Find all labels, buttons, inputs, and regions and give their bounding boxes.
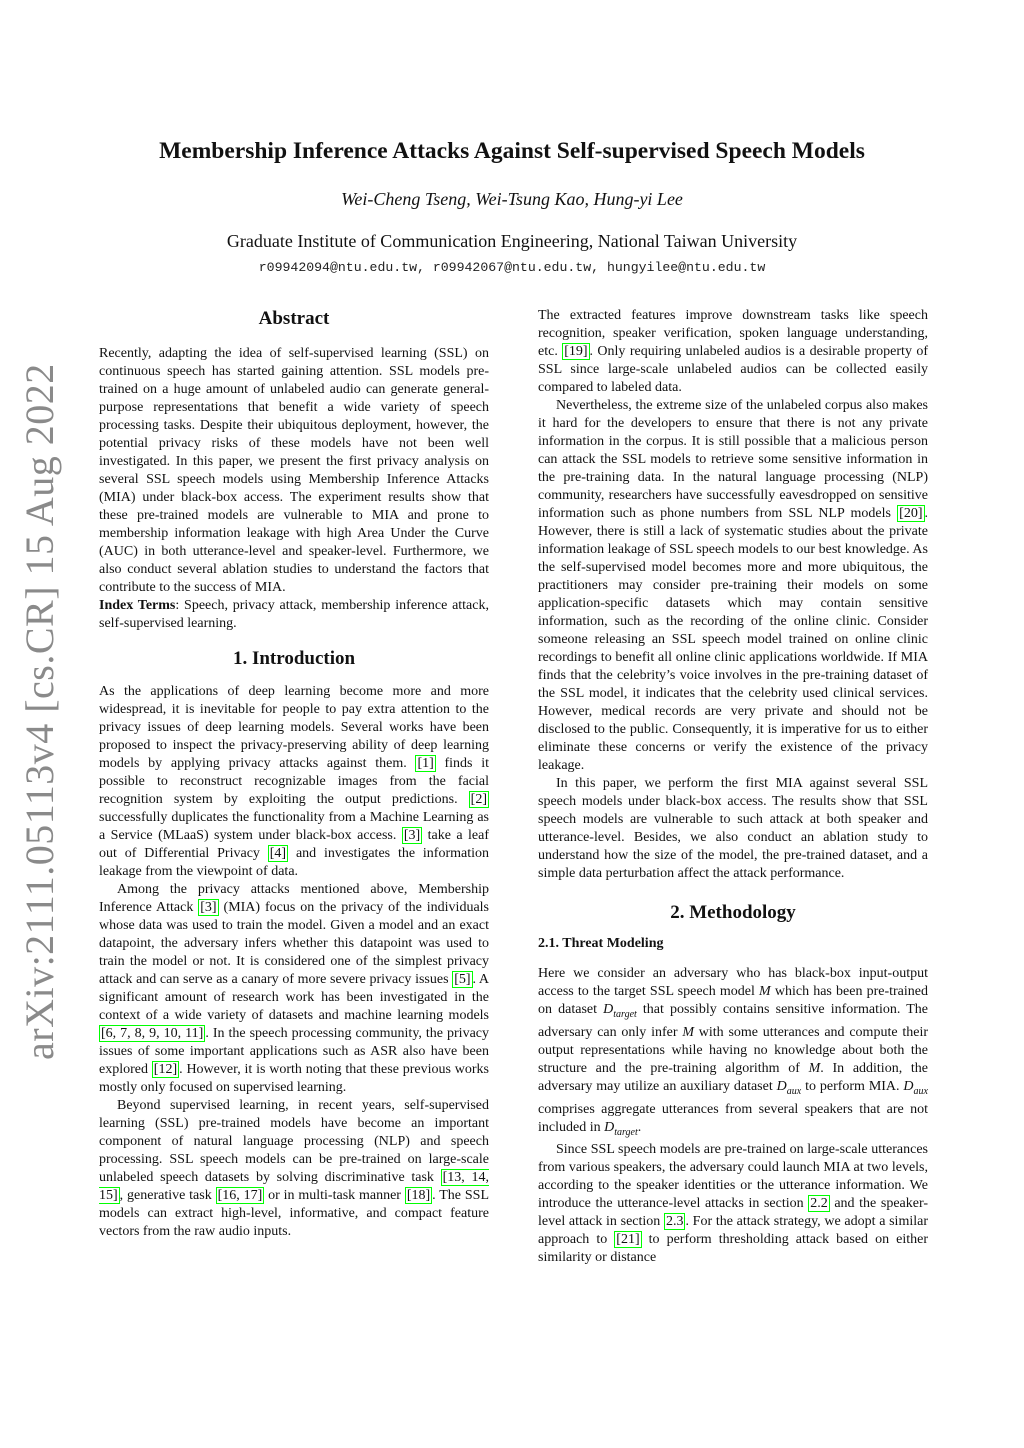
citation-link[interactable]: [16, 17] bbox=[217, 1188, 263, 1203]
method-paragraph-1: Here we consider an adversary who has black-box input-output access to the target SSL speech model M which has been pre-trained on dataset $D_{target}$ that possibly contains sensitive information. The adversary can only infer M with some utterances and compute their output representations while having no knowledge about both the structure and the pre-training algorithm of M. In addition, the adversary may utilize an auxiliary dataset $D_{aux}$ to perform MIA. $D_{aux}$ comprises aggregate utterances from several speakers that are not included in $D_{target}$. bbox=[538, 966, 928, 1138]
abstract-heading: Abstract bbox=[258, 308, 330, 329]
abstract-text: Recently, adapting the idea of self-supervised learning (SSL) on continuous speech has started gaining attention. SSL models pre-trained on a huge amount of unlabeled audio can generate general-purpose representations that benefit a wide variety of speech processing tasks. Despite their ubiquitous deployment, however, the potential privacy risks of these models have not been well investigated. In this paper, we present the first privacy analysis on several SSL speech models using Membership Inference Attacks (MIA) under black-box access. The experiment results show that these pre-trained models are vulnerable to MIA and prone to membership information leakage with high Area Under the Curve (AUC) in both utterance-level and speaker-level. Furthermore, we also conduct several ablation studies to understand the factors that contribute to the success of MIA. bbox=[99, 346, 489, 595]
paper-title: Membership Inference Attacks Against Self-supervised Speech Models bbox=[159, 138, 865, 164]
index-terms-text: : Speech, privacy attack, membership inference attack, self-supervised learning. bbox=[99, 598, 489, 631]
intro-paragraph-4: The extracted features improve downstream tasks like speech recognition, speaker verification, spoken language understanding, etc. [19] . Only requiring unlabeled audios is a desirable property of SSL since large-scale unlabeled audios can be collected easily compared to labeled data. bbox=[538, 308, 928, 395]
math-symbol: M bbox=[808, 1060, 821, 1076]
citation-link[interactable]: [1] bbox=[417, 756, 434, 771]
citation-link[interactable]: [21] bbox=[616, 1232, 640, 1248]
citation-link[interactable]: [20] bbox=[899, 506, 923, 521]
math-symbol: $D_{target}$ bbox=[603, 1002, 637, 1020]
section-link[interactable]: 2.3 bbox=[665, 1214, 684, 1230]
intro-paragraph-5: Nevertheless, the extreme size of the unlabeled corpus also makes it hard for the developers to ensure that there is not any private information in the corpus. It is still possible that a malicious person can attack the SSL models to retrieve some sensitive information in the pre-training data. In the natural language processing (NLP) community, researchers have successfully eavesdropped on sensitive information such as phone numbers from SSL NLP models [20] . However, there is still a lack of systematic studies about the private information leakage of SSL speech models to our best knowledge. As the self-supervised model becomes more and more ubiquitous, the practitioners may consider pre-training their models on some application-specific datasets which may contain sensitive information, such as the recording of the online clinic. Consider someone releasing an SSL speech model trained on online clinic recordings to benefit all online clinic applications worldwide. If MIA finds that the celebrity’s voice involves in the pre-training dataset of the SSL model, it indicates that the celebrity used clinical services. However, medical records are very private and should not be disclosed to the public. Consequently, it is imperative for us to either eliminate these concerns or verify the existence of the privacy leakage. bbox=[538, 398, 928, 773]
intro-paragraph-1: As the applications of deep learning become more and more widespread, it is inevitable for people to pay extra attention to the privacy issues of deep learning models. Several works have been proposed to inspect the privacy-preserving ability of deep learning models by applying privacy attacks against them. [1] finds it possible to reconstruct recognizable images from the facial recognition system by exploiting the output predictions. [2] successfully duplicates the functionality from a Machine Learning as a Service (MLaaS) system under black-box access. [3] take a leaf out of Differential Privacy [4] and investigates the information leakage from the viewpoint of data. bbox=[99, 684, 489, 879]
math-symbol: $D_{aux}$ bbox=[776, 1078, 802, 1097]
right-column bbox=[538, 307, 928, 1267]
intro-paragraph-6: In this paper, we perform the first MIA against several SSL speech models under black-box access. The results show that SSL speech models are vulnerable to such attack at both speaker and utterance-level. Besides, we also conduct an ablation study to understand how the size of the model, the pre-trained dataset, and a simple data perturbation affect the attack performance. bbox=[538, 776, 928, 881]
math-symbol: $D_{aux}$ bbox=[903, 1078, 928, 1097]
arxiv-identifier: arXiv:2111.05113v4 [cs.CR] 15 Aug 2022 bbox=[17, 363, 62, 1060]
intro-paragraph-3: Beyond supervised learning, in recent years, self-supervised learning (SSL) pre-trained models have become an important component of natural language processing (NLP) and speech processing. SSL speech models can be pre-trained on large-scale unlabeled speech datasets by solving discriminative task [13, 14, 15] , generative task [16, 17] or in multi-task manner [18] . The SSL models can extract high-level, informative, and compact feature vectors from the raw audio inputs. bbox=[99, 1098, 489, 1239]
citation-link[interactable]: [6, 7, 8, 9, 10, 11] bbox=[101, 1026, 204, 1041]
intro-paragraph-2: Among the privacy attacks mentioned above, Membership Inference Attack [3] (MIA) focus on the privacy of the individuals whose data was used to train the model. Given a model and an exact datapoint, the adversary infers whether this datapoint was used to train the model or not. It is considered one of the simplest privacy attack and can serve as a canary of more severe privacy issues [5] . A significant amount of research work has been investigated in the context of a wide variety of datasets and machine learning models [6, 7, 8, 9, 10, 11] . In the speech processing community, the privacy issues of some important applications such as ASR also have been explored [12] . However, it is worth noting that these previous works mostly only focused on supervised learning. bbox=[99, 882, 490, 1095]
citation-link[interactable]: [3] bbox=[403, 828, 421, 843]
citation-link[interactable]: [2] bbox=[470, 792, 487, 807]
index-terms-label: Index Terms bbox=[99, 598, 176, 613]
method-paragraph-2: Since SSL speech models are pre-trained on large-scale utterances from various speakers, the adversary could launch MIA at two levels, according to the speaker identities or the utterance information. We introduce the utterance-level attacks in section 2.2 and the speaker-level attack in section 2.3 . For the attack strategy, we adopt a similar approach to [21] to perform thresholding attack based on either similarity or distance bbox=[538, 1142, 929, 1266]
citation-link[interactable]: [19] bbox=[564, 344, 588, 359]
citation-link[interactable]: [18] bbox=[406, 1188, 431, 1203]
methodology-heading: 2. Methodology bbox=[670, 902, 796, 923]
citation-link[interactable]: [3] bbox=[200, 900, 217, 915]
affiliation: Graduate Institute of Communication Engineering, National Taiwan University bbox=[226, 231, 798, 251]
citation-link[interactable]: [13, 14, 15] bbox=[99, 1170, 489, 1203]
citation-link[interactable]: [4] bbox=[269, 846, 287, 861]
author-list: Wei-Cheng Tseng, Wei-Tsung Kao, Hung-yi Lee bbox=[341, 189, 683, 209]
introduction-heading: 1. Introduction bbox=[232, 648, 356, 669]
index-terms bbox=[99, 597, 489, 633]
math-symbol: $D_{target}$ bbox=[604, 1119, 638, 1138]
section-link[interactable]: 2.2 bbox=[810, 1196, 828, 1212]
threat-modeling-heading: 2.1. Threat Modeling bbox=[538, 936, 664, 951]
author-emails: r09942094@ntu.edu.tw, r09942067@ntu.edu.tw, hungyilee@ntu.edu.tw bbox=[258, 260, 766, 275]
math-symbol: M bbox=[682, 1024, 694, 1040]
left-column bbox=[99, 307, 489, 1241]
citation-link[interactable]: [5] bbox=[454, 972, 471, 987]
math-symbol: M bbox=[759, 984, 771, 999]
citation-link[interactable]: [12] bbox=[153, 1062, 178, 1077]
